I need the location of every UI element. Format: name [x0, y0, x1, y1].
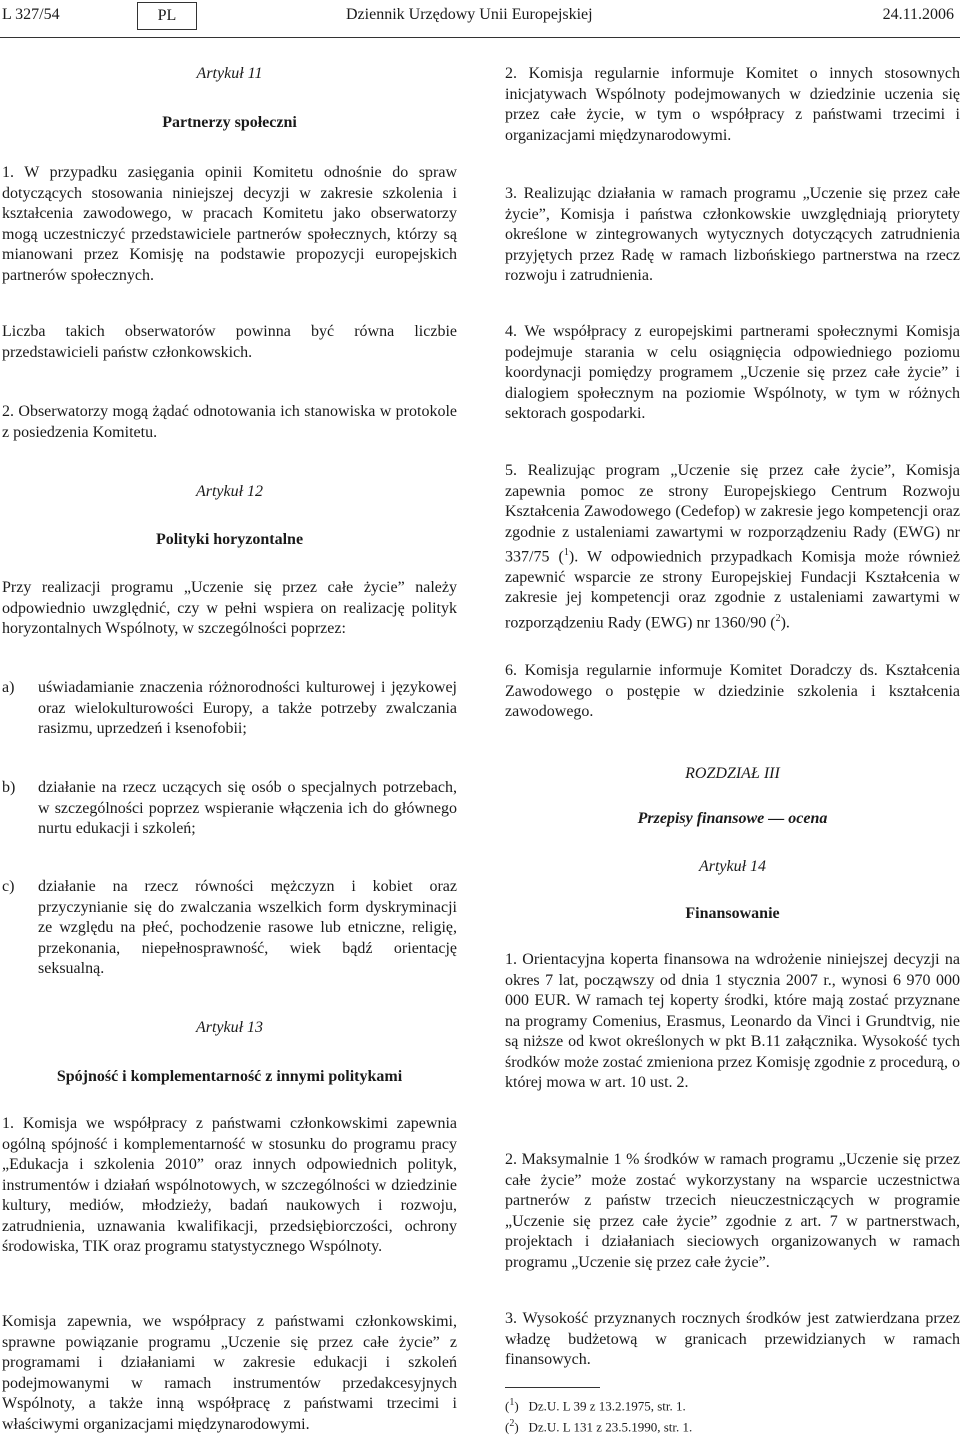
article-13-number: Artykuł 13	[195, 1019, 264, 1036]
page-header	[0, 0, 960, 40]
language-badge: PL	[137, 2, 197, 30]
article-11-paragraph-1: 1. W przypadku zasięgania opinii Komitetu odnośnie do spraw dotyczących stosowania niniejszej decyzji w zakresie szkolenia i kształcenia zawodowego, w pracach Komitetu jako obserwatorzy mogą uczestniczyć przedstawiciele partnerów społecznych, którzy są mianowani przez Komisję na podstawie propozycji europejskich partnerów społecznych.	[2, 164, 457, 284]
chapter-title: Przepisy finansowe — ocena	[637, 810, 828, 827]
article-13-title: Spójność i komplementarność z innymi politykami	[56, 1068, 403, 1085]
article-11-title: Partnerzy społeczni	[162, 114, 297, 131]
header-rule	[0, 37, 960, 38]
article-13-paragraph-1: 1. Komisja we współpracy z państwami członkowskimi zapewnia ogólną spójność i komplementarność w stosunku do programu pracy „Edukacja i szkolenia 2010” oraz innych odpowiednich polityk, instrumentów i działań wspólnotowych, w szczególności w dziedzinie kultury, mediów, młodzieży, badań naukowych i rozwoju, zatrudnienia, uznawania kwalifikacji, przedsiębiorczości, ochrony środowiska, TIK oraz programu statystycznego Wspólnoty.	[2, 1115, 457, 1255]
article-13-paragraph-4: 4. We współpracy z europejskimi partnerami społecznymi Komisja podejmuje starania w celu osiągnięcia odpowiedniego poziomu koordynacji pomiędzy programem „Uczenie się przez całe życie” i dialogiem społecznym na poziomie Wspólnoty, w tym w różnych sektorach gospodarki.	[505, 323, 960, 422]
article-13-paragraph-6: 6. Komisja regularnie informuje Komitet Doradczy ds. Kształcenia Zawodowego o postępie w dziedzinie szkolenia i kształcenia zawodowego.	[505, 662, 960, 720]
journal-title: Dziennik Urzędowy Unii Europejskiej	[346, 6, 593, 23]
list-item	[2, 778, 457, 840]
list-item-text: działanie na rzecz równości mężczyzn i kobiet oraz przyczynianie się do zwalczania wszelkich form dyskryminacji ze względu na płeć, pochodzenie rasowe lub etniczne, religię, przekonania, niepełnosprawność, wiek bądź orientację seksualną.	[38, 878, 457, 977]
footnote: ($^1$) Dz.U. L 39 z 13.2.1975, str. 1.	[505, 1397, 686, 1414]
publication-date: 24.11.2006	[882, 6, 954, 23]
list-item-label: c)	[2, 878, 15, 895]
list-item-label: b)	[2, 779, 16, 796]
article-14-number: Artykuł 14	[698, 858, 767, 875]
article-11-paragraph-1b: Liczba takich obserwatorów powinna być równa liczbie przedstawicieli państw członkowskich.	[2, 323, 457, 361]
footnote-ref-2: 2	[775, 612, 781, 624]
paragraph-5-text-c: ).	[780, 614, 790, 632]
footnote-mark: 1	[509, 1397, 515, 1408]
footnote-mark: 2	[509, 1418, 515, 1429]
article-14-paragraph-1: 1. Orientacyjna koperta finansowa na wdrożenie niniejszej decyzji na okres 7 lat, począwszy od dnia 1 stycznia 2007 r., wynosi 6 970 000 000 EUR. W ramach tej koperty środki, które mają zostać przyznane na programy Comenius, Erasmus, Leonardo da Vinci i Grundtvig, nie są niższe od kwot określonych w pkt B.11 załącznika. Wysokość tych środków może zostać zmieniona przez Komisję zgodnie z procedurą, o której mowa w art. 10 ust. 2.	[505, 951, 960, 1091]
list-item-text: uświadamianie znaczenia różnorodności kulturowej i językowej oraz wielokulturowości Europy, a także potrzeby zwalczania rasizmu, uprzedzeń i ksenofobii;	[38, 679, 457, 737]
footnote-rule	[505, 1387, 600, 1388]
footnote-ref-1: 1	[563, 547, 569, 558]
paragraph-5-text-a: 5. Realizując program „Uczenie się przez całe życie”, Komisja zapewnia pomoc ze strony Europejskiego Centrum Rozwoju Kształcenia Zawodowego (Cedefop) w zakresie jego kompetencji oraz zgodnie z ustaleniami zawartymi w rozporządzeniu Rady (EWG) nr 337/75 (	[505, 462, 960, 566]
article-14-title: Finansowanie	[685, 905, 780, 922]
article-11-number: Artykuł 11	[196, 65, 263, 82]
list-item	[2, 678, 457, 740]
paragraph-5-text-b: ). W odpowiednich przypadkach Komisja może również zapewnić wsparcie ze strony Europejskiej Fundacji Kształcenia w zakresie jej kompetencji oraz zgodnie z ustaleniami zawartymi w rozporządzeniu Rady (EWG) nr 1360/90 (	[505, 548, 960, 632]
chapter-number: ROZDZIAŁ III	[685, 765, 780, 782]
footnote-text: Dz.U. L 131 z 23.5.1990, str. 1.	[528, 1419, 693, 1435]
list-item-text: działanie na rzecz uczących się osób o specjalnych potrzebach, w szczególności poprzez wspieranie włączenia ich do głównego nurtu edukacji i szkoleń;	[38, 779, 457, 837]
article-13-paragraph-5	[505, 461, 960, 634]
journal-reference: L 327/54	[2, 6, 60, 23]
list-item-label: a)	[2, 679, 15, 696]
footnote-text: Dz.U. L 39 z 13.2.1975, str. 1.	[528, 1398, 686, 1414]
article-12-intro: Przy realizacji programu „Uczenie się przez całe życie” należy odpowiednio uwzględnić, czy w pełni wspiera on realizację polityk horyzontalnych Wspólnoty, w szczególności poprzez:	[2, 579, 457, 637]
article-13-paragraph-1b: Komisja zapewnia, we współpracy z państwami członkowskimi, sprawne powiązanie programu „Uczenie się przez całe życie” z programami i działaniami w zakresie edukacji i szkoleń podejmowanymi w ramach instrumentów przedakcesyjnych Wspólnoty, a także inną współpracę z państwami trzecimi i właściwymi organizacjami międzynarodowymi.	[2, 1313, 457, 1433]
footnote: ($^2$) Dz.U. L 131 z 23.5.1990, str. 1.	[505, 1418, 693, 1435]
article-12-number: Artykuł 12	[195, 483, 264, 500]
article-11-paragraph-2: 2. Obserwatorzy mogą żądać odnotowania ich stanowiska w protokole z posiedzenia Komitetu.	[2, 403, 457, 441]
article-13-paragraph-3: 3. Realizując działania w ramach programu „Uczenie się przez całe życie”, Komisja i państwa członkowskie uwzględniają priorytety określone w zintegrowanych wytycznych dotyczących zatrudnienia przyjętych przez Radę w ramach lizbońskiego partnerstwa na rzecz rozwoju i zatrudnienia.	[505, 185, 960, 284]
article-12-title: Polityki horyzontalne	[155, 531, 304, 548]
article-14-paragraph-3: 3. Wysokość przyznanych rocznych środków jest zatwierdzana przez władzę budżetową w granicach przewidzianych w ramach finansowych.	[505, 1310, 960, 1368]
article-13-paragraph-2: 2. Komisja regularnie informuje Komitet o innych stosownych inicjatywach Wspólnoty podejmowanych w dziedzinie uczenia się przez całe życie, w tym o współpracy z państwami trzecimi i organizacjami międzynarodowymi.	[505, 65, 960, 144]
list-item	[2, 877, 457, 980]
article-14-paragraph-2: 2. Maksymalnie 1 % środków w ramach programu „Uczenie się przez całe życie” może zostać wykorzystany na wsparcie uczestnictwa partnerów z państw trzecich nieuczestniczących w programie „Uczenie się przez całe życie” zgodnie z art. 7 w partnerstwach, projektach i działaniach sieciowych organizowanych w ramach programu „Uczenie się przez całe życie”.	[505, 1151, 960, 1271]
